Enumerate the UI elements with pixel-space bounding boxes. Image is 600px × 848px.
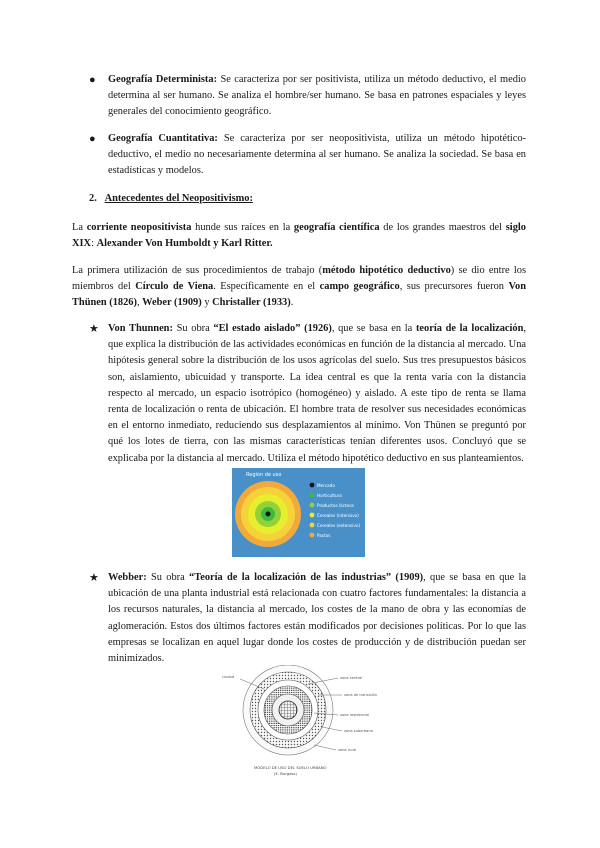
- von-thunen-diagram: [232, 468, 365, 557]
- text-run: “El estado aislado” (1926): [213, 323, 332, 334]
- concentric-zones-diagram: [218, 665, 388, 783]
- legend-swatch: [310, 533, 315, 538]
- section-heading: [89, 191, 489, 207]
- paragraph-weber: [108, 570, 526, 667]
- text-run: , que explica la distribución de las actividades económicas en función de la distancia al mercado. Una hipótesis general sobre la distribución de los usos agrícolas del suelo. Sus tres presupuestos básicos son, aislamiento, ubicuidad y transporte. La idea central es que la renta varía con la distancia respecto al mercado, un espacio isotrópico (homogéneo) y aislado. A este tipo de renta se llama renta de localización o renta de ubicación. El hombre trata de resolver sus necesidades económicas en el entorno inmediato, reduciendo sus desplazamientos al mínimo. Von Thünen se preguntó por qué los lotes de tierra, con las mismas características tenían diferentes usos. Concluyó que se explicaba por la distancia al mercado. Utiliza el método hipotético deductivo en sus planteamientos.: [108, 323, 526, 464]
- paragraph-von-thunen: [108, 321, 526, 467]
- text-run: Círculo de Viena: [135, 281, 214, 293]
- legend-label: Productos lácteos: [317, 503, 354, 508]
- text-run: , que se basa en que la ubicación de una planta industrial está relacionada con cuatro factores fundamentales: la distancia a los recursos naturales, la distancia al mercado, los costes de la mano de obra y las economías de aglomeración. Estos dos últimos factores están modificados por decisiones políticas. Por lo que las empresas se localizan en aquel lugar donde los costes de producción y de distribución puedan ser minimizados.: [108, 572, 526, 665]
- text-run: y: [201, 297, 213, 309]
- legend-swatch: [310, 513, 315, 518]
- text-run: Von Thünen (1826): [72, 281, 527, 309]
- text-run: Weber (1909): [142, 297, 202, 309]
- figure-label: ciudad: [222, 675, 235, 679]
- figure-label: zona residencial: [340, 713, 370, 717]
- text-run: ) se dio entre los miembros del: [72, 265, 526, 293]
- legend-swatch: [310, 523, 315, 528]
- text-run: campo geográfico: [319, 281, 400, 293]
- zone-center: [279, 701, 297, 719]
- text-run: hunde sus raíces en la: [191, 222, 294, 233]
- bullet-cuantitativa: [108, 131, 526, 180]
- figure-title: Región de uso: [246, 472, 282, 478]
- text-run: La: [72, 222, 87, 233]
- legend-label: Cereales (extensivo): [317, 523, 361, 528]
- text-run: “Teoría de la localización de las industrias” (1909): [189, 572, 424, 583]
- figure-label: zona suburbana: [344, 729, 373, 733]
- von-thunen-figure: [232, 468, 365, 557]
- figure-label: zona rural: [338, 748, 357, 752]
- legend-label: Pastos: [317, 533, 331, 538]
- term-determinista: Geografía Determinista:: [108, 74, 218, 85]
- legend-label: Mercado: [317, 483, 335, 488]
- bullet-icon: ●: [89, 133, 96, 145]
- text-determinista: Se caracteriza por ser positivista, utiliza un método deductivo, el medio determina al ser humano. Se analiza el hombre/ser humano. Se basa en patrones espaciales y leyes generales del conocimiento geográfico.: [108, 74, 527, 118]
- text-run: La primera utilización de sus procedimientos de trabajo (: [72, 265, 323, 276]
- bullet-icon: ●: [89, 74, 96, 86]
- legend-swatch: [310, 503, 315, 508]
- text-run: geografía científica: [293, 222, 380, 233]
- star-icon: ★: [89, 572, 99, 584]
- text-run: . Específicamente en el: [213, 281, 320, 293]
- legend-label: Cereales (intensivo): [317, 513, 359, 518]
- text-run: Alexander Von Humboldt y Karl Ritter.: [96, 238, 273, 250]
- text-run: corriente neopositivista: [86, 222, 192, 233]
- text-run: método hipotético deductivo: [322, 265, 451, 276]
- text-cuantitativa: Se caracteriza por ser neopositivista, utiliza un método hipotético-deductivo, el medio no necesariamente determina al ser humano. Se analiza la sociedad. Se basa en estadísticas y modelos.: [108, 133, 526, 177]
- text-run: de los grandes maestros del: [379, 222, 506, 233]
- text-run: .: [290, 297, 294, 309]
- text-run: siglo XIX: [72, 222, 526, 250]
- figure-label: zona central: [340, 676, 363, 680]
- star-icon: ★: [89, 323, 99, 335]
- legend-label: Horticultura: [317, 493, 342, 498]
- text-run: Von Thunnen:: [108, 323, 173, 334]
- bullet-determinista: [108, 72, 526, 121]
- text-run: ,: [136, 297, 143, 309]
- text-run: Su obra: [172, 323, 214, 334]
- figure-caption: MODELO DE USO DEL SUELO URBANO: [254, 765, 327, 770]
- text-run: teoría de la localización: [415, 323, 524, 334]
- text-run: Christaller (1933): [212, 297, 291, 309]
- leader-line: [314, 745, 336, 750]
- market-center: [266, 512, 271, 517]
- text-run: :: [91, 238, 97, 250]
- paragraph-precursores: [72, 263, 526, 312]
- figure-caption: (E. Burgess): [274, 771, 297, 776]
- text-run: , que se basa en la: [331, 323, 416, 334]
- legend-swatch: [310, 483, 315, 488]
- paragraph-raices: [72, 220, 526, 252]
- text-run: Webber:: [108, 572, 147, 583]
- section-title: Antecedentes del Neopositivismo:: [104, 193, 253, 204]
- legend-swatch: [310, 493, 315, 498]
- term-cuantitativa: Geografía Cuantitativa:: [108, 133, 218, 144]
- text-run: Su obra: [146, 572, 190, 583]
- weber-figure: [218, 665, 388, 783]
- figure-label: zona de transición: [344, 693, 378, 697]
- text-run: , sus precursores fueron: [399, 281, 509, 293]
- section-number: 2.: [89, 193, 97, 204]
